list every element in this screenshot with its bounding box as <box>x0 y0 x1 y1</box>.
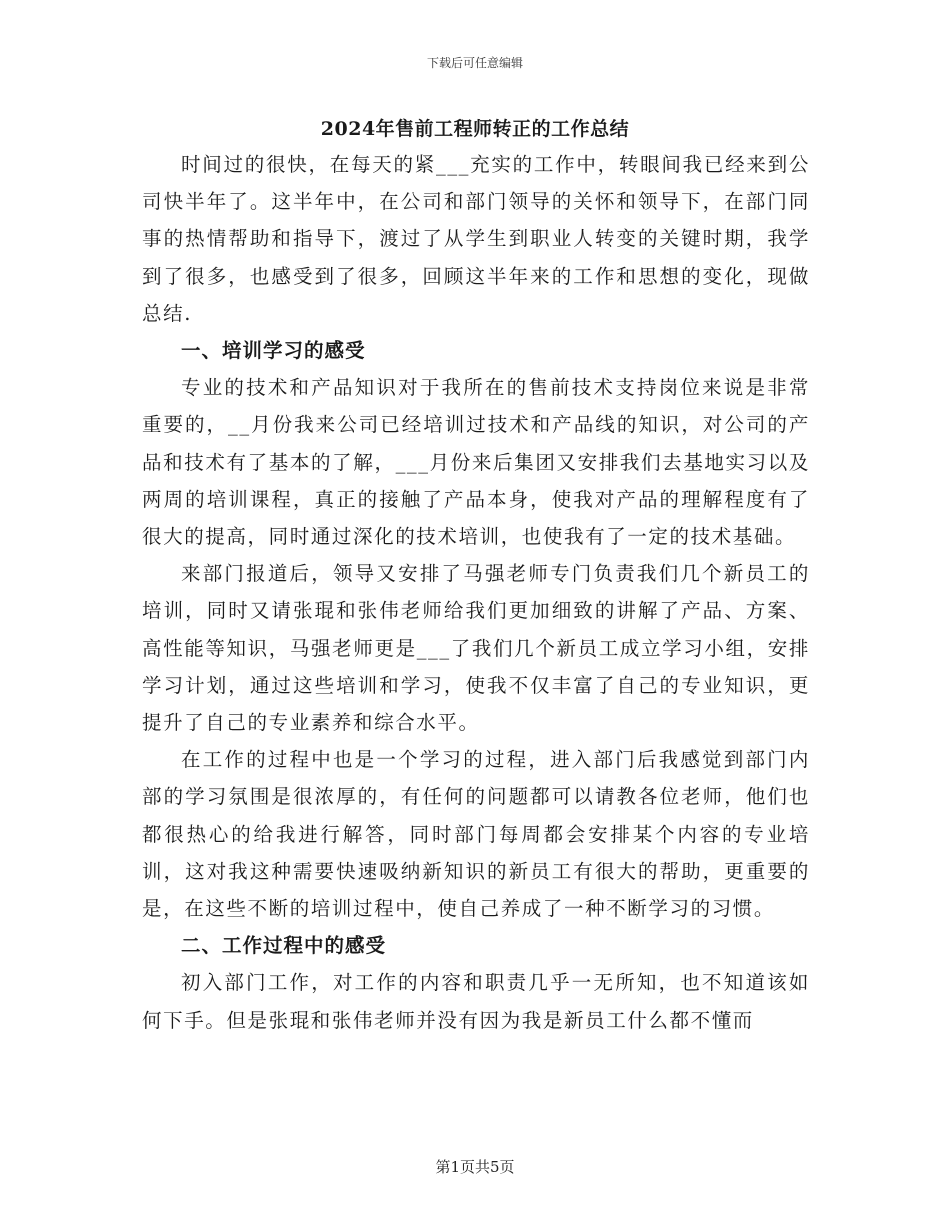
paragraph-work-1: 初入部门工作，对工作的内容和职责几乎一无所知，也不知道该如何下手。但是张琨和张伟老师并没有因为我是新员工什么都不懂而 <box>142 971 810 1032</box>
page-number: 第1页共5页 <box>435 1158 515 1176</box>
document-body <box>142 146 810 1039</box>
document-title: 2024年售前工程师转正的工作总结 <box>320 118 630 140</box>
section-heading-work: 二、工作过程中的感受 <box>181 934 387 958</box>
paragraph-training-1: 专业的技术和产品知识对于我所在的售前技术支持岗位来说是非常重要的，__月份我来公司已经培训过技术和产品线的知识，对公司的产品和技术有了基本的了解，___月份来后集团又安排我们去基地实习以及两周的培训课程，真正的接触了产品本身，使我对产品的理解程度有了很大的提高，同时通过深化的技术培训，也使我有了一定的技术基础。 <box>142 376 810 549</box>
section-heading-training: 一、培训学习的感受 <box>181 339 366 363</box>
paragraph-training-2: 来部门报道后，领导又安排了马强老师专门负责我们几个新员工的培训，同时又请张琨和张伟老师给我们更加细致的讲解了产品、方案、高性能等知识，马强老师更是___了我们几个新员工成立学习小组，安排学习计划，通过这些培训和学习，使我不仅丰富了自己的专业知识，更提升了自己的专业素养和综合水平。 <box>142 562 810 735</box>
paragraph-intro: 时间过的很快，在每天的紧___充实的工作中，转眼间我已经来到公司快半年了。这半年中，在公司和部门领导的关怀和领导下，在部门同事的热情帮助和指导下，渡过了从学生到职业人转变的关键时期，我学到了很多，也感受到了很多，回顾这半年来的工作和思想的变化，现做总结. <box>142 153 810 325</box>
header-note: 下载后可任意编辑 <box>426 56 523 70</box>
paragraph-training-3: 在工作的过程中也是一个学习的过程，进入部门后我感觉到部门内部的学习氛围是很浓厚的，有任何的问题都可以请教各位老师，他们也都很热心的给我进行解答，同时部门每周都会安排某个内容的专业培训，这对我这种需要快速吸纳新知识的新员工有很大的帮助，更重要的是，在这些不断的培训过程中，使自己养成了一种不断学习的习惯。 <box>142 748 810 921</box>
